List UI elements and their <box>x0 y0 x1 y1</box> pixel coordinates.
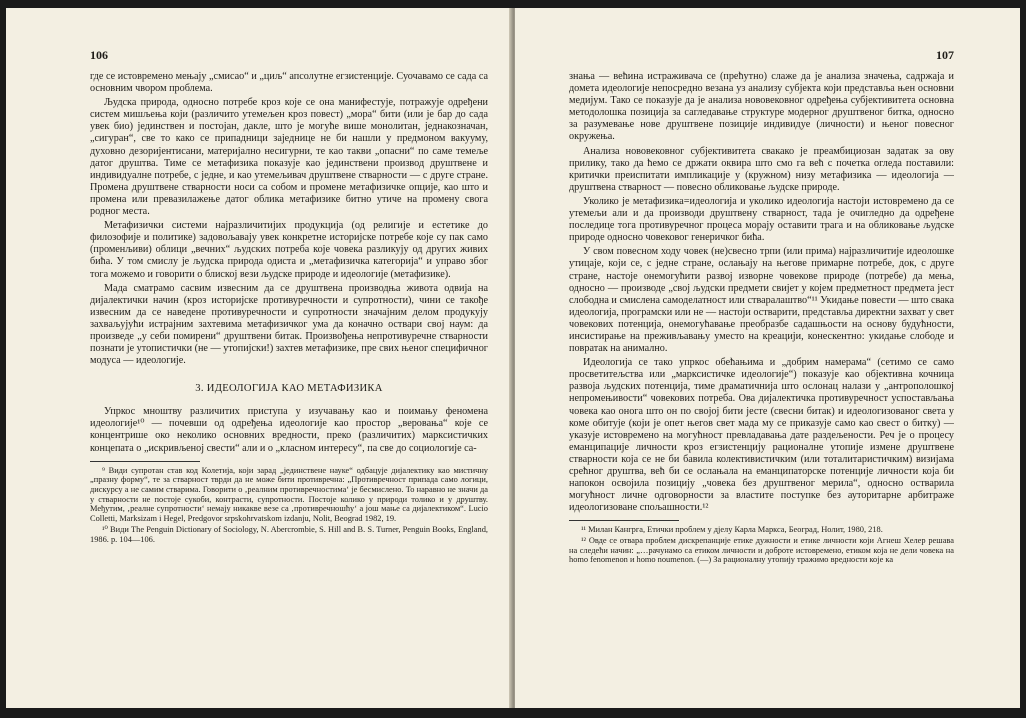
footnote: ⁹ Види супротан став код Колетија, који зарад „јединствене науке“ одбацује дијалектику као мистичну „празну форму“, те за стварност тврди да не може бити противречна: „Противречност припада само логици, дискурсу а не самим стварима. Говорити о ‚реалним противречностима‘ је бесмислено. То наравно не значи да у стварности не постоје сукоби, контрасти, супротности. Постоје колико у природи толико и у друштву. Међутим, ‚реалне супротности‘ немају никакве везе са ‚противречношћу‘ а још мање са дијалектиком“. Lucio Colletti, Marksizam i Hegel, Predgovor srpskohrvatskom izdanju, Nolit, Beograd 1982, 19. <box>90 465 488 524</box>
right-page <box>515 8 1020 708</box>
paragraph: где се истовремено мењају „смисао“ и „циљ“ апсолутне егзистенције. Суочавамо се сада са основним чвором проблема. <box>90 71 488 95</box>
footnote: ¹⁰ Види The Penguin Dictionary of Sociology, N. Abercrombie, S. Hill and B. S. Turner, Penguin Books, England, 1986. p. 104—106. <box>90 524 488 544</box>
footnote: ¹² Овде се отвара проблем дискрепанције етике дужности и етике личности који Агнеш Хелер решава на следећи начин: „…рачунамо са етиком личности и доброте истовремено, етиком која не дели човека на homo fenomenon и homo noumenon. (—) За рационалну утопију тражимо вредности које ка <box>569 536 954 565</box>
paragraph: знања — већина истраживача се (прећутно) слаже да је анализа значења, садржаја и домета идеологије непосредно везана уз анализу субјекта који представља њен основни медијум. Тако се показује да је анализа нововековног одређења субјективитета основна методолошка позиција за сагледавање структуре модерног друштвеног битка, односно за разумевање нове друштвене позиције индивидуе (личности) и њеног повесног окружења. <box>569 71 954 143</box>
page-number-right: 107 <box>936 48 954 62</box>
paragraph: У свом повесном ходу човек (не)свесно трпи (или прима) најразличитије идеолошке утицаје, који се, с једне стране, ослањају на његове примарне потребе, док, с друге стране, настоје онемогућити развој изворне човекове природе (потребе) да мења, односно — производе „свој људски предмети свијет у којем предметност предмета јест слободна и смислена самоделатност или стваралаштво“¹¹ Укидање повести — што свака идеологија, програмски или не — настоји остварити, представља директни захват у свет човекових потенција, онемогућавање преобразбе садашњости на основу будућности, инсистирање на преживљавању уместо на креацији, конескентно: укидање слободе и повратак на анимално. <box>569 246 954 355</box>
paragraph: Упркос мноштву различитих приступа у изучавању као и поимању феномена идеологије¹⁰ — почевши од одређења идеологије као простор „веровања“ које се концентрише око неколико основних вредности, преко (различитих) марксистичких концепата о „искривљеној свести“ али и о „класном интересу“, па све до социологије са- <box>90 406 488 454</box>
paragraph: Анализа нововековног субјективитета свакако је преамбициозан задатак за ову прилику, тако да ћемо се држати оквира што смо га већ с почетка огледа поставили: критички преиспитати импликације у (кружном) низу метафизика — идеологија — друштвена стварност — повесно обликовање људске природе. <box>569 145 954 193</box>
left-page <box>6 8 512 708</box>
footnote-rule <box>90 461 200 462</box>
paragraph: Уколико је метафизика=идеологија и уколико идеологија настоји истовремено да се утемељи али и да производи друштвену стварност, тада је очигледно да одређене последице тога противуречног процеса морају оставити трага и на обликовање људске природе односно човековог генеричког бића. <box>569 195 954 244</box>
paragraph: Мада сматрамо сасвим извесним да се друштвена производња живота одвија на дијалектички начин (кроз историјске противуречности и супротности), чини се такође извесним да се наведене противуречности и супротности значајним делом продукују захваљујући истрајним захтевима метафизичког ума да коначно оствари свој наум: да произведе „у себи помирени“ друштвени битак. Произвођења непротивуречне стварности познати је утопистички (не — утопијски!) захтев метафизике, пре свих њеног специфичног модуса — идеологије. <box>90 282 488 367</box>
section-heading: 3. ИДЕОЛОГИЈА КАО МЕТАФИЗИКА <box>195 383 383 395</box>
page-number-left: 106 <box>90 48 108 62</box>
paragraph: Идеологија се тако упркос обећањима и „добрим намерама“ (сетимо се само просветитељства или „марксистичке идеологије“) показује као објективна кочница развоја људских потенција, тиме драматичнија што ослонац налази у „антрополошкој непромењивости“ човекових потреба. Ова дијалектичка противуречност успостављања човека као онога што он по својој бити јесте (свесни битак) и идеологизованог света у коме обитује (који је опет његов свет мада му се приказује само као свест о битку) — указује истовремено на могућност превладавања дате раздељености. Реч је о процесу еманципације личности кроз егзистенцију рационалне утопије измене друштвене стварности која се не би бавила колективистичким (или тоталитаристичким) визијама срећног друштва, већ би се ослањала на еманципаторске потенције личности која би напокон освојила позицију „човека без друштвеног мерила“, односно остварила могућност личне одговорности за властите поступке без ауторитарне арбитраже идеологизоване спољашности.¹² <box>569 357 954 514</box>
paragraph: Људска природа, односно потребе кроз које се она манифестује, потражује одређени систем мишљења који (различито утемељен кроз повест) „мора“ бити (или је бар до сада увек био) јединствен и постојан, дакле, што је могуће више монолитан, једнакозначан, „сигуран“, све то како се припадници заједнице не би нашли у предмоном вакууму, духовно дезоријентисани, материјално несигурни, те као такви „опасни“ по саме темеље датог друштва. Тиме се метафизика показује као јединствени производ друштвене и индивидуалне потребе, с једне, и као утемељивач друштвене стварности — с друге стране. Промена друштвене стварности носи са собом и промене метафизичке опције, као што и промена или превазилажење датог облика метафизике битно утиче на промену свога родног места. <box>90 97 488 218</box>
paragraph: Метафизички системи најразличитијих продукција (од религије и естетике до филозофије и политике) задовољавају увек конкретне историјске потребе које су пак само (променљиви) облици „вечних“ људских потреба које човека разликују од других живих бића. У том смислу је људска природа одиста и „метафизичка категорија“ и управо због тога можемо и говорити о блиској вези људске природе и идеологије (метафизике). <box>90 220 488 280</box>
footnote-rule <box>569 520 679 521</box>
footnote: ¹¹ Милан Кангрга, Етички проблем у дјелу Карла Маркса, Београд, Нолит, 1980, 218. <box>581 525 883 535</box>
